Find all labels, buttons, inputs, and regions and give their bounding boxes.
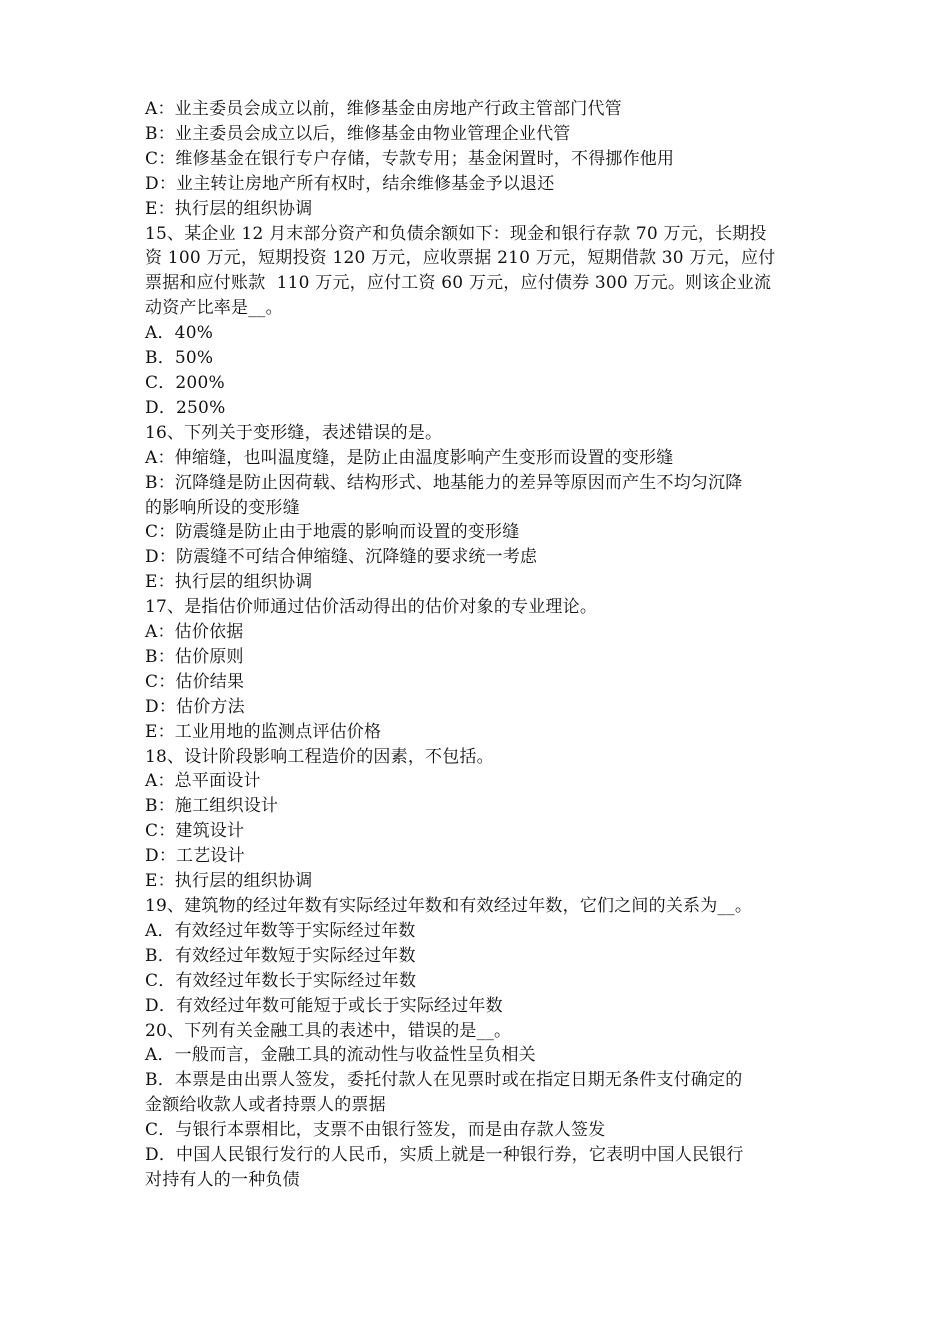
option-line: D：估价方法 xyxy=(145,696,245,717)
option-line: D：工艺设计 xyxy=(145,846,245,867)
text-line: A：业主委员会成立以前，维修基金由房地产行政主管部门代管 xyxy=(145,99,622,119)
option-line: A．一般而言，金融工具的流动性与收益性呈负相关 xyxy=(145,1045,536,1066)
question-15-line: 票据和应付账款 110 万元，应付工资 60 万元，应付债券 300 万元。则该企业流 xyxy=(145,273,772,294)
option-line: A．40% xyxy=(145,323,214,344)
question-20-line: 20、下列有关金融工具的表述中，错误的是__。 xyxy=(145,1020,512,1041)
option-line: C：防震缝是防止由于地震的影响而设置的变形缝 xyxy=(145,522,520,543)
option-line: A．有效经过年数等于实际经过年数 xyxy=(145,920,416,941)
question-15-line: 动资产比率是__。 xyxy=(145,298,283,319)
option-line: B：沉降缝是防止因荷载、结构形式、地基能力的差异等原因而产生不均匀沉降 xyxy=(145,472,743,493)
option-line: B：施工组织设计 xyxy=(145,796,279,817)
text-line: C：维修基金在银行专户存储，专款专用；基金闲置时，不得挪作他用 xyxy=(145,148,675,169)
option-line: D．中国人民银行发行的人民币，实质上就是一种银行券，它表明中国人民银行 xyxy=(145,1145,744,1166)
question-18-line: 18、设计阶段影响工程造价的因素，不包括。 xyxy=(145,746,494,767)
text-line: E：执行层的组织协调 xyxy=(145,198,313,219)
option-line: B．有效经过年数短于实际经过年数 xyxy=(145,945,416,966)
option-line: 的影响所设的变形缝 xyxy=(145,497,300,518)
option-line: D．有效经过年数可能短于或长于实际经过年数 xyxy=(145,995,503,1016)
option-line: C．有效经过年数长于实际经过年数 xyxy=(145,970,417,991)
option-line: A：伸缩缝，也叫温度缝，是防止由温度影响产生变形而设置的变形缝 xyxy=(145,447,674,468)
question-19-line: 19、建筑物的经过年数有实际经过年数和有效经过年数，它们之间的关系为__。 xyxy=(145,896,753,916)
question-15-line: 资 100 万元，短期投资 120 万元，应收票据 210 万元，短期借款 30 万元，应付 xyxy=(145,248,776,269)
text-line: D：业主转让房地产所有权时，结余维修基金予以退还 xyxy=(145,173,555,194)
option-line: C．与银行本票相比，支票不由银行签发，而是由存款人签发 xyxy=(145,1120,606,1141)
option-line: B：估价原则 xyxy=(145,646,244,667)
option-line: 对持有人的一种负债 xyxy=(145,1169,300,1190)
question-16-line: 16、下列关于变形缝，表述错误的是。 xyxy=(145,422,443,443)
option-line: A：总平面设计 xyxy=(145,771,261,792)
option-line: C．200% xyxy=(145,372,225,393)
document-body xyxy=(145,97,810,1193)
option-line: B．50% xyxy=(145,348,214,369)
option-line: D：防震缝不可结合伸缩缝、沉降缝的要求统一考虑 xyxy=(145,547,538,568)
option-line: B．本票是由出票人签发，委托付款人在见票时或在指定日期无条件支付确定的 xyxy=(145,1070,743,1091)
option-line: E：工业用地的监测点评估价格 xyxy=(145,721,382,742)
option-line: A：估价依据 xyxy=(145,622,244,643)
question-15-line: 15、某企业 12 月末部分资产和负债余额如下：现金和银行存款 70 万元，长期投 xyxy=(145,223,767,244)
option-line: E：执行层的组织协调 xyxy=(145,871,313,892)
question-17-line: 17、是指估价师通过估价活动得出的估价对象的专业理论。 xyxy=(145,597,598,618)
option-line: 金额给收款人或者持票人的票据 xyxy=(145,1095,386,1116)
option-line: E：执行层的组织协调 xyxy=(145,572,313,593)
option-line: D．250% xyxy=(145,397,226,418)
option-line: C：建筑设计 xyxy=(145,821,245,842)
option-line: C：估价结果 xyxy=(145,671,245,692)
text-line: B：业主委员会成立以后，维修基金由物业管理企业代管 xyxy=(145,123,571,144)
